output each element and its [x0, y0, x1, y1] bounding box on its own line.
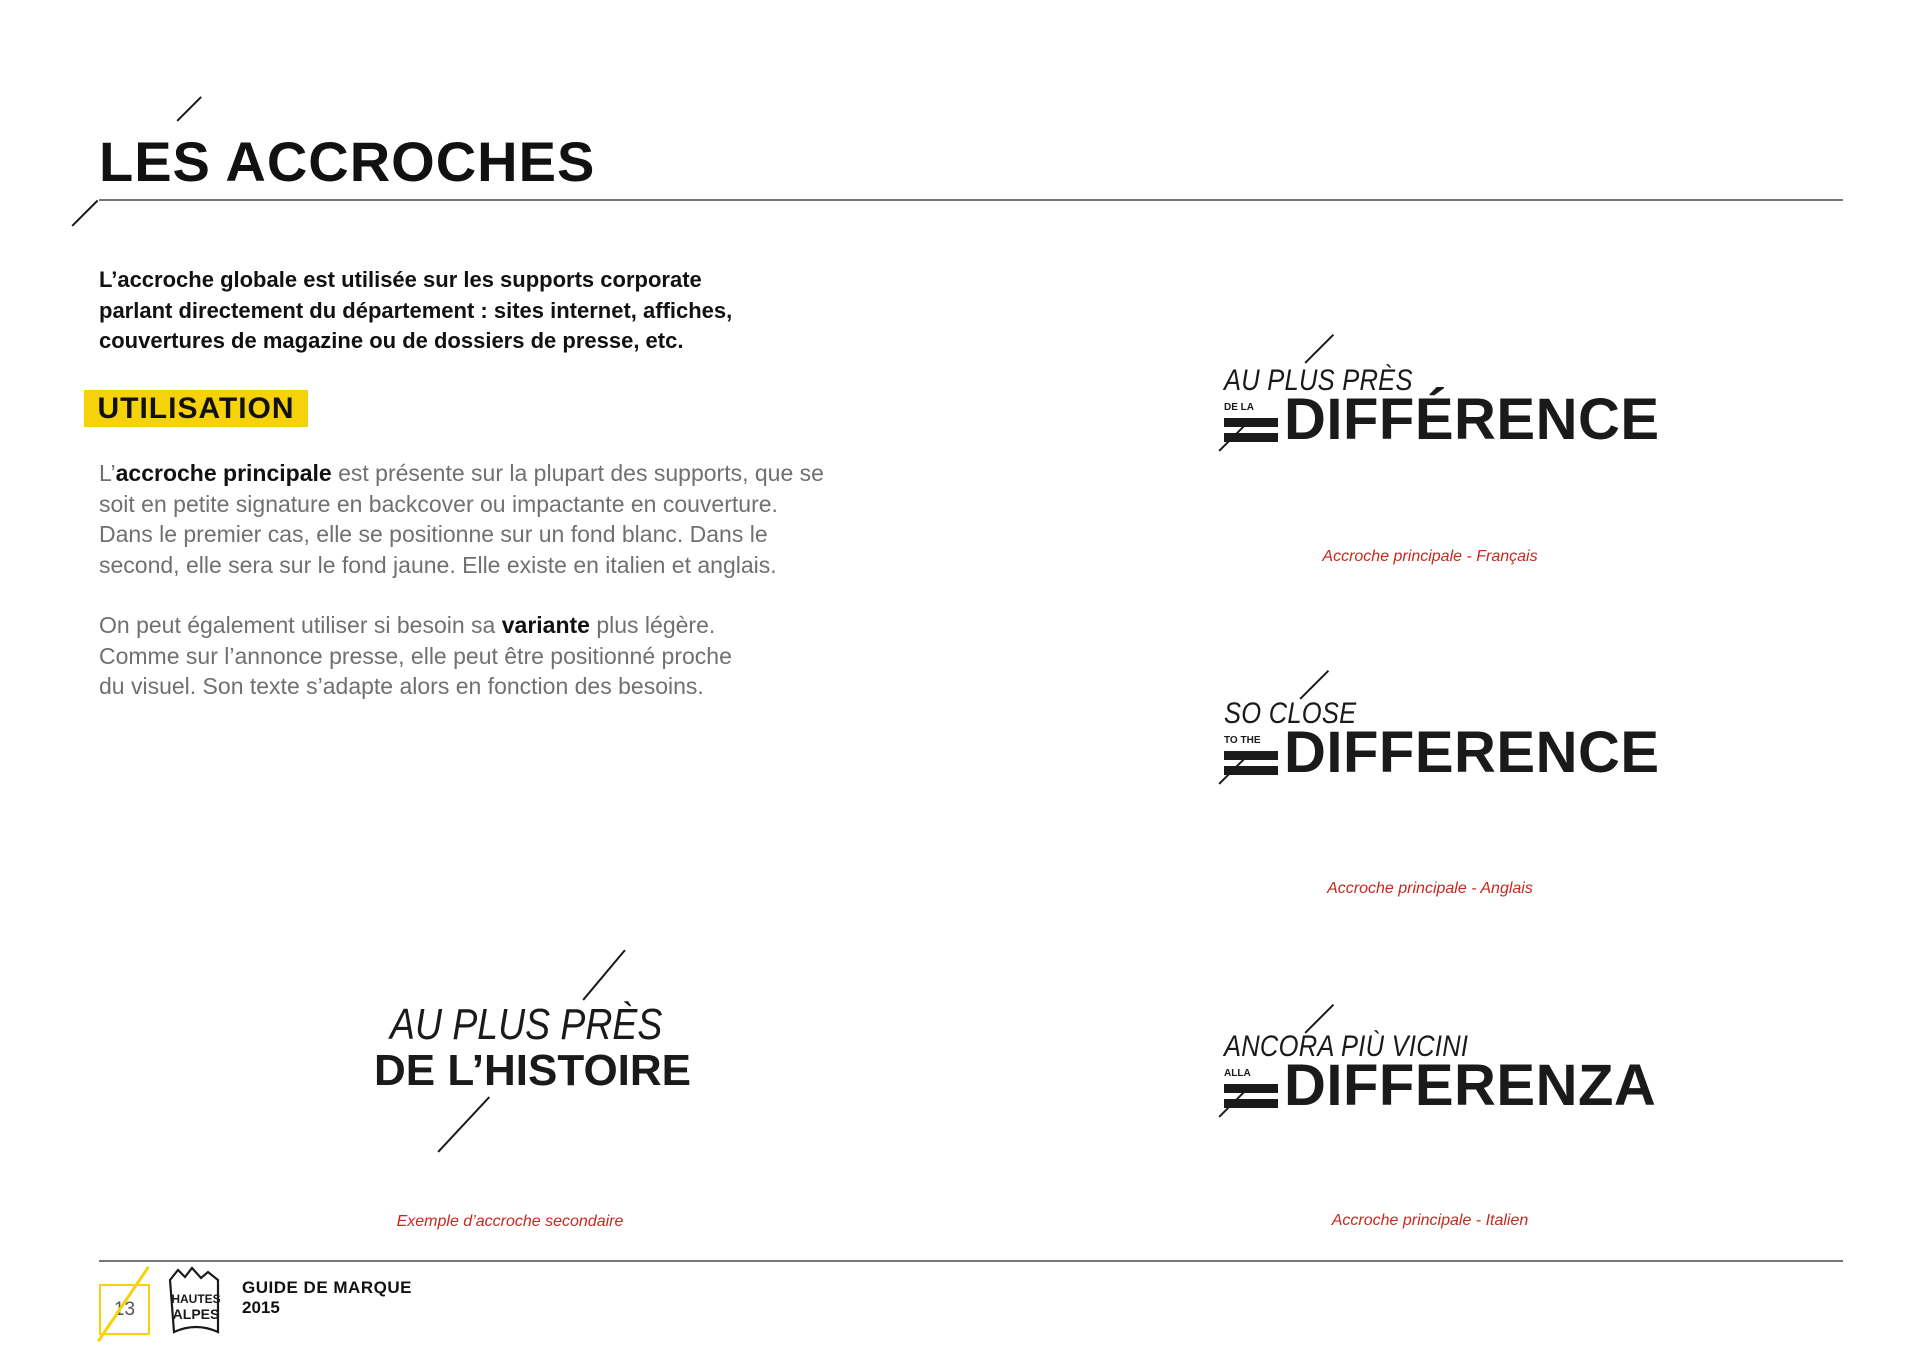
paragraph-line: Dans le premier cas, elle se positionne sur un fond blanc. Dans le	[99, 521, 768, 547]
slogan-big-text: DIFFÉRENCE	[1284, 387, 1660, 452]
caption-it: Accroche principale - Italien	[1331, 1212, 1529, 1229]
title-divider	[99, 199, 1843, 201]
slogan-small-text: TO THE	[1224, 735, 1261, 746]
slogan-fr-slash-top	[1304, 334, 1333, 363]
paragraph-line: du visuel. Son texte s’adapte alors en fonction des besoins.	[99, 673, 704, 699]
paragraph-line: Comme sur l’annonce presse, elle peut être positionné proche	[99, 642, 732, 669]
slogan-script-text: AU PLUS PRÈS	[1224, 364, 1413, 397]
usage-paragraph-2	[99, 610, 879, 702]
text-run: L’	[99, 460, 116, 486]
paragraph-line	[99, 610, 879, 641]
secondary-script-text: AU PLUS PRÈS	[390, 1000, 663, 1049]
title-slash-bottom	[71, 200, 98, 227]
slogan-script-text: ANCORA PIÙ VICINI	[1224, 1030, 1469, 1063]
title-slash-top	[176, 96, 201, 121]
logo-text-line2: ALPES	[172, 1306, 220, 1322]
slogan-big-text: DIFFERENCE	[1284, 720, 1660, 785]
secondary-slash-bottom	[437, 1096, 489, 1152]
text-run: On peut également utiliser si besoin sa	[99, 612, 502, 638]
page-title: LES ACCROCHES	[99, 130, 596, 193]
slogan-small-text: DE LA	[1224, 402, 1254, 413]
text-run: est présente sur la plupart des supports, que se	[331, 460, 824, 486]
secondary-big-text: DE L’HISTOIRE	[374, 1046, 692, 1095]
intro-line: parlant directement du département : sites internet, affiches,	[99, 297, 733, 323]
section-label-utilisation: UTILISATION	[84, 390, 308, 427]
page-number: 13	[99, 1284, 150, 1335]
keyword-accroche-principale: accroche principale	[115, 460, 332, 486]
slogan-en-slash-top	[1299, 670, 1328, 699]
intro-text	[99, 265, 859, 357]
usage-paragraph-1	[99, 458, 879, 580]
slogan-small-text: ALLA	[1224, 1068, 1251, 1079]
slogan-lockup-fr	[1220, 364, 1660, 484]
slogan-lockup-en	[1220, 697, 1660, 817]
caption-fr: Accroche principale - Français	[1322, 548, 1538, 565]
paragraph-line: second, elle sera sur le fond jaune. Elle existe en italien et anglais.	[99, 551, 777, 578]
keyword-variante: variante	[501, 612, 590, 638]
secondary-slash-top	[582, 949, 625, 1000]
logo-text-line1: HAUTES	[171, 1292, 221, 1306]
paragraph-line: soit en petite signature en backcover ou impactante en couverture.	[99, 490, 778, 517]
guide-year: 2015	[242, 1298, 280, 1317]
caption-en: Accroche principale - Anglais	[1327, 880, 1533, 897]
intro-line: couvertures de magazine ou de dossiers de presse, etc.	[99, 328, 684, 353]
slogan-lockup-it	[1220, 1030, 1657, 1150]
intro-line: L’accroche globale est utilisée sur les supports corporate	[99, 267, 702, 292]
slogan-script-text: SO CLOSE	[1224, 697, 1357, 730]
hautes-alpes-logo	[168, 1266, 224, 1338]
text-run: plus légère.	[589, 612, 716, 638]
paragraph-line	[99, 458, 879, 489]
caption-secondary: Exemple d’accroche secondaire	[396, 1213, 624, 1230]
slogan-big-text: DIFFERENZA	[1284, 1053, 1657, 1118]
guide-title: GUIDE DE MARQUE	[242, 1278, 412, 1297]
slogan-it-slash-top	[1304, 1004, 1333, 1033]
footer-divider	[99, 1260, 1843, 1262]
